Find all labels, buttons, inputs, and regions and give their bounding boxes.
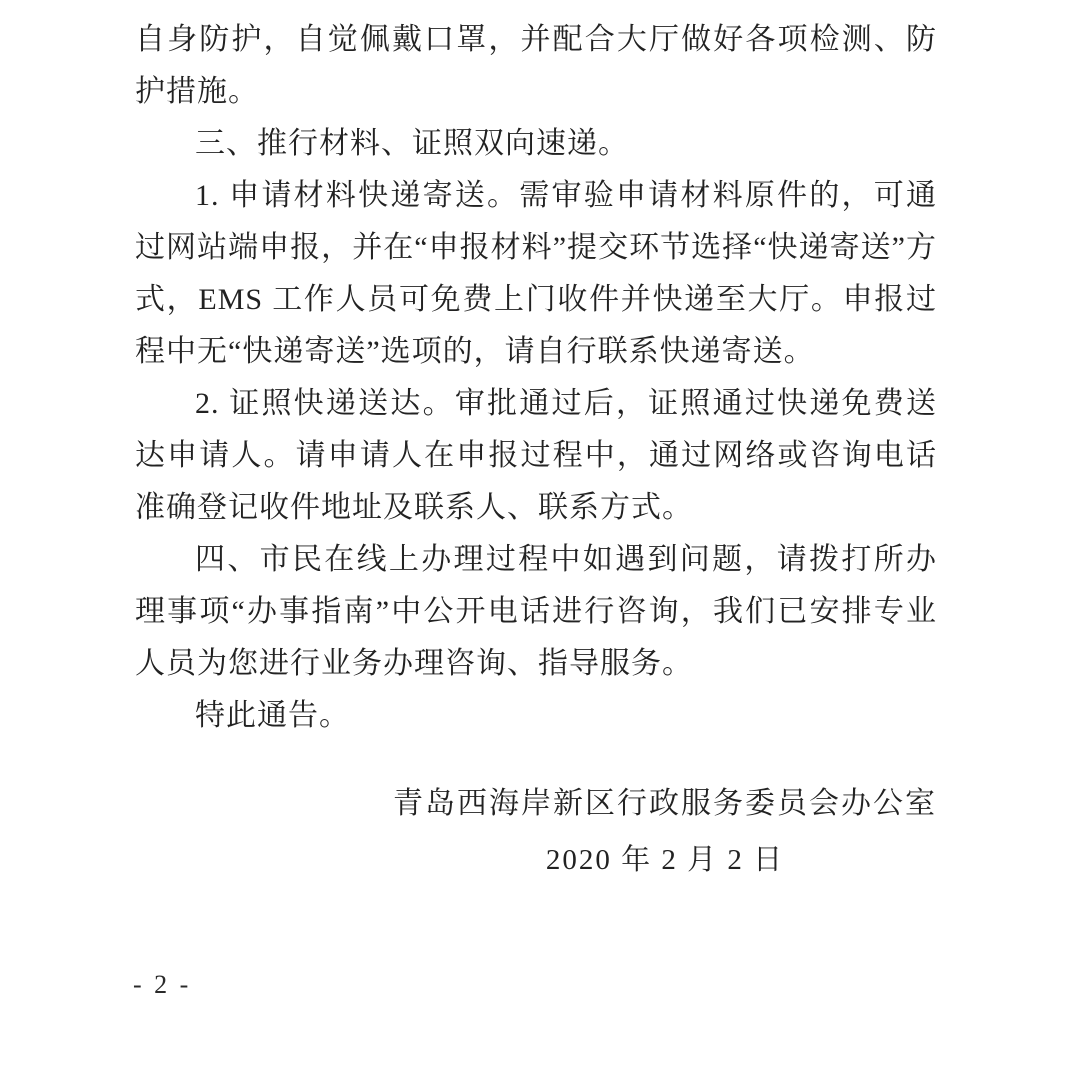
signature-inner: [393, 784, 937, 880]
document-body: [135, 14, 937, 880]
closing-line: 特此通告。: [195, 699, 350, 732]
page-number: - 2 -: [133, 970, 192, 999]
section-4-paragraph: 四、市民在线上办理过程中如遇到问题，请拨打所办理事项“办事指南”中公开电话进行咨询，我们已安排专业人员为您进行业务办理咨询、指导服务。: [135, 543, 937, 680]
item-2-paragraph: 2. 证照快递送达。审批通过后，证照通过快递免费送达申请人。请申请人在申报过程中，通过网络或咨询电话准确登记收件地址及联系人、联系方式。: [135, 387, 937, 524]
section-3-heading: 三、推行材料、证照双向速递。: [195, 127, 629, 160]
item-1-paragraph: 1. 申请材料快递寄送。需审验申请材料原件的，可通过网站端申报，并在“申报材料”提交环节选择“快递寄送”方式，EMS 工作人员可免费上门收件并快递至大厅。申报过程中无“快递寄送”选项的，请自行联系快递寄送。: [135, 179, 937, 368]
issue-date: 2020 年 2 月 2 日: [545, 844, 785, 876]
signature-block: [135, 784, 937, 880]
issuing-office: 青岛西海岸新区行政服务委员会办公室: [393, 787, 937, 820]
paragraph-continuation: 自身防护，自觉佩戴口罩，并配合大厅做好各项检测、防护措施。: [135, 23, 937, 108]
